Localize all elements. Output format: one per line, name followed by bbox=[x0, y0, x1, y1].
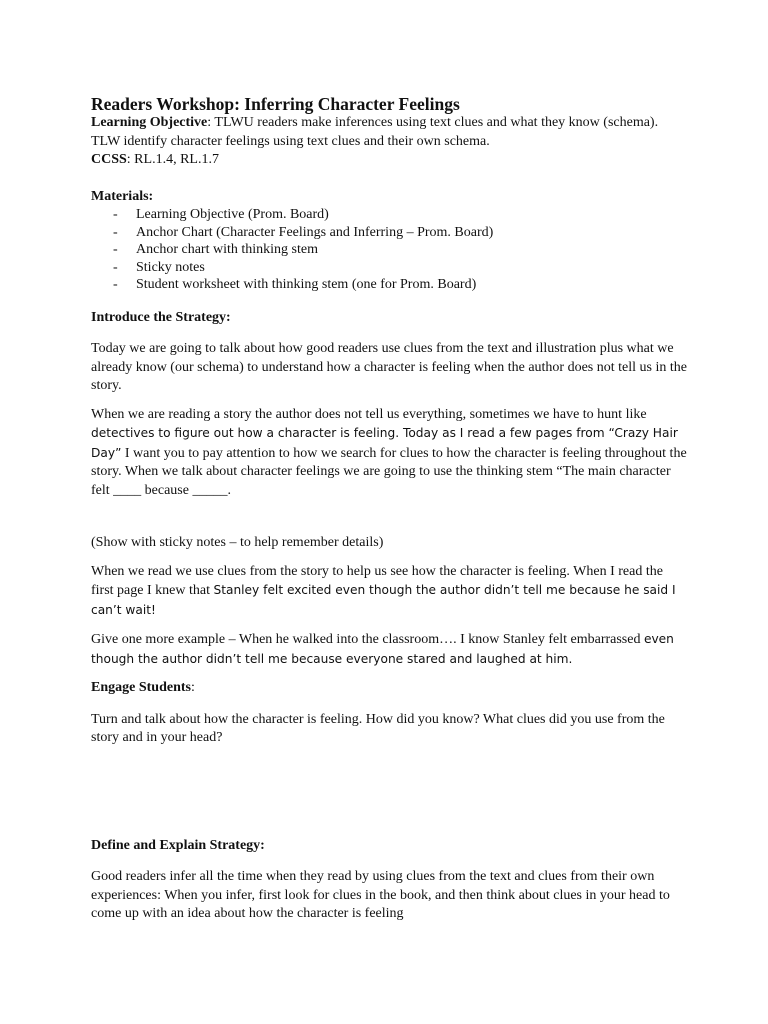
list-item bbox=[91, 206, 688, 224]
ccss-text: : RL.1.4, RL.1.7 bbox=[126, 152, 219, 167]
list-item-text: Student worksheet with thinking stem (one for Prom. Board) bbox=[136, 277, 477, 292]
materials-list bbox=[91, 206, 688, 294]
define-strategy-heading: Define and Explain Strategy: bbox=[91, 837, 265, 853]
paragraph-text: I want you to pay attention to how we search for clues to how the character is feeling throughout the story. When we talk about character feelings we are going to use the thinking stem “The main character felt ____ because _____. bbox=[91, 445, 687, 498]
document-title: Readers Workshop: Inferring Character Feelings bbox=[91, 94, 460, 114]
sticky-notes-note: (Show with sticky notes – to help remember details) bbox=[91, 535, 384, 550]
paragraph-text-alt-font: Stanley felt excited even though the author didn’t tell me because he said I can’t wait! bbox=[91, 583, 676, 617]
paragraph-text: When we read we use clues from the story to help us see how the character is feeling. When I read the first page I knew that bbox=[91, 563, 663, 598]
ccss-label: CCSS bbox=[91, 152, 127, 167]
list-bullet: - bbox=[113, 224, 118, 240]
paragraph-text-alt-font: even though the author didn’t tell me because everyone stared and laughed at him. bbox=[91, 632, 674, 666]
list-item bbox=[91, 224, 688, 242]
engage-heading-text: Engage Students bbox=[91, 680, 191, 695]
list-item-text: Sticky notes bbox=[136, 259, 205, 275]
paragraph-text-alt-font: detectives to figure out how a character is feeling. Today as I read a few pages from “Crazy Hair Day” bbox=[91, 426, 678, 460]
introduce-paragraph-2 bbox=[91, 406, 688, 501]
define-paragraph: Good readers infer all the time when they read by using clues from the text and clues from their own experiences: When you infer, first look for clues in the book, and then think about clues in your head to come up with an idea about how the character is feeling bbox=[91, 869, 670, 921]
list-bullet: - bbox=[113, 277, 118, 292]
paragraph-text: When we are reading a story the author does not tell us everything, sometimes we have to hunt like bbox=[91, 406, 647, 422]
introduce-paragraph-5 bbox=[91, 630, 688, 669]
introduce-paragraph-4 bbox=[91, 563, 688, 621]
ccss-standards bbox=[91, 151, 688, 170]
introduce-paragraph-1: Today we are going to talk about how good readers use clues from the text and illustration plus what we already know (our schema) to understand how a character is feeling when the author does not tell us in the story. bbox=[91, 341, 687, 393]
list-item-text: Learning Objective (Prom. Board) bbox=[136, 207, 329, 222]
learning-objective bbox=[91, 114, 688, 151]
engage-paragraph: Turn and talk about how the character is feeling. How did you know? What clues did you use from the story and in your head? bbox=[91, 711, 665, 745]
learning-objective-text: : TLWU readers make inferences using text clues and what they know (schema). TLW identify character feelings using text clues and their own schema. bbox=[91, 115, 659, 149]
introduce-strategy-heading: Introduce the Strategy: bbox=[91, 309, 231, 325]
learning-objective-label: Learning Objective bbox=[91, 115, 208, 130]
engage-heading-colon: : bbox=[190, 680, 195, 695]
list-item-text: Anchor Chart (Character Feelings and Inferring – Prom. Board) bbox=[136, 224, 494, 240]
list-item bbox=[91, 276, 688, 294]
list-bullet: - bbox=[113, 259, 118, 275]
list-bullet: - bbox=[113, 242, 118, 257]
list-bullet: - bbox=[113, 207, 118, 222]
materials-heading: Materials: bbox=[91, 188, 154, 204]
list-item bbox=[91, 241, 688, 259]
list-item-text: Anchor chart with thinking stem bbox=[136, 242, 318, 257]
list-item bbox=[91, 259, 688, 277]
engage-students-heading bbox=[91, 679, 688, 698]
paragraph-text: Give one more example – When he walked into the classroom…. I know Stanley felt embarrassed bbox=[91, 632, 644, 647]
